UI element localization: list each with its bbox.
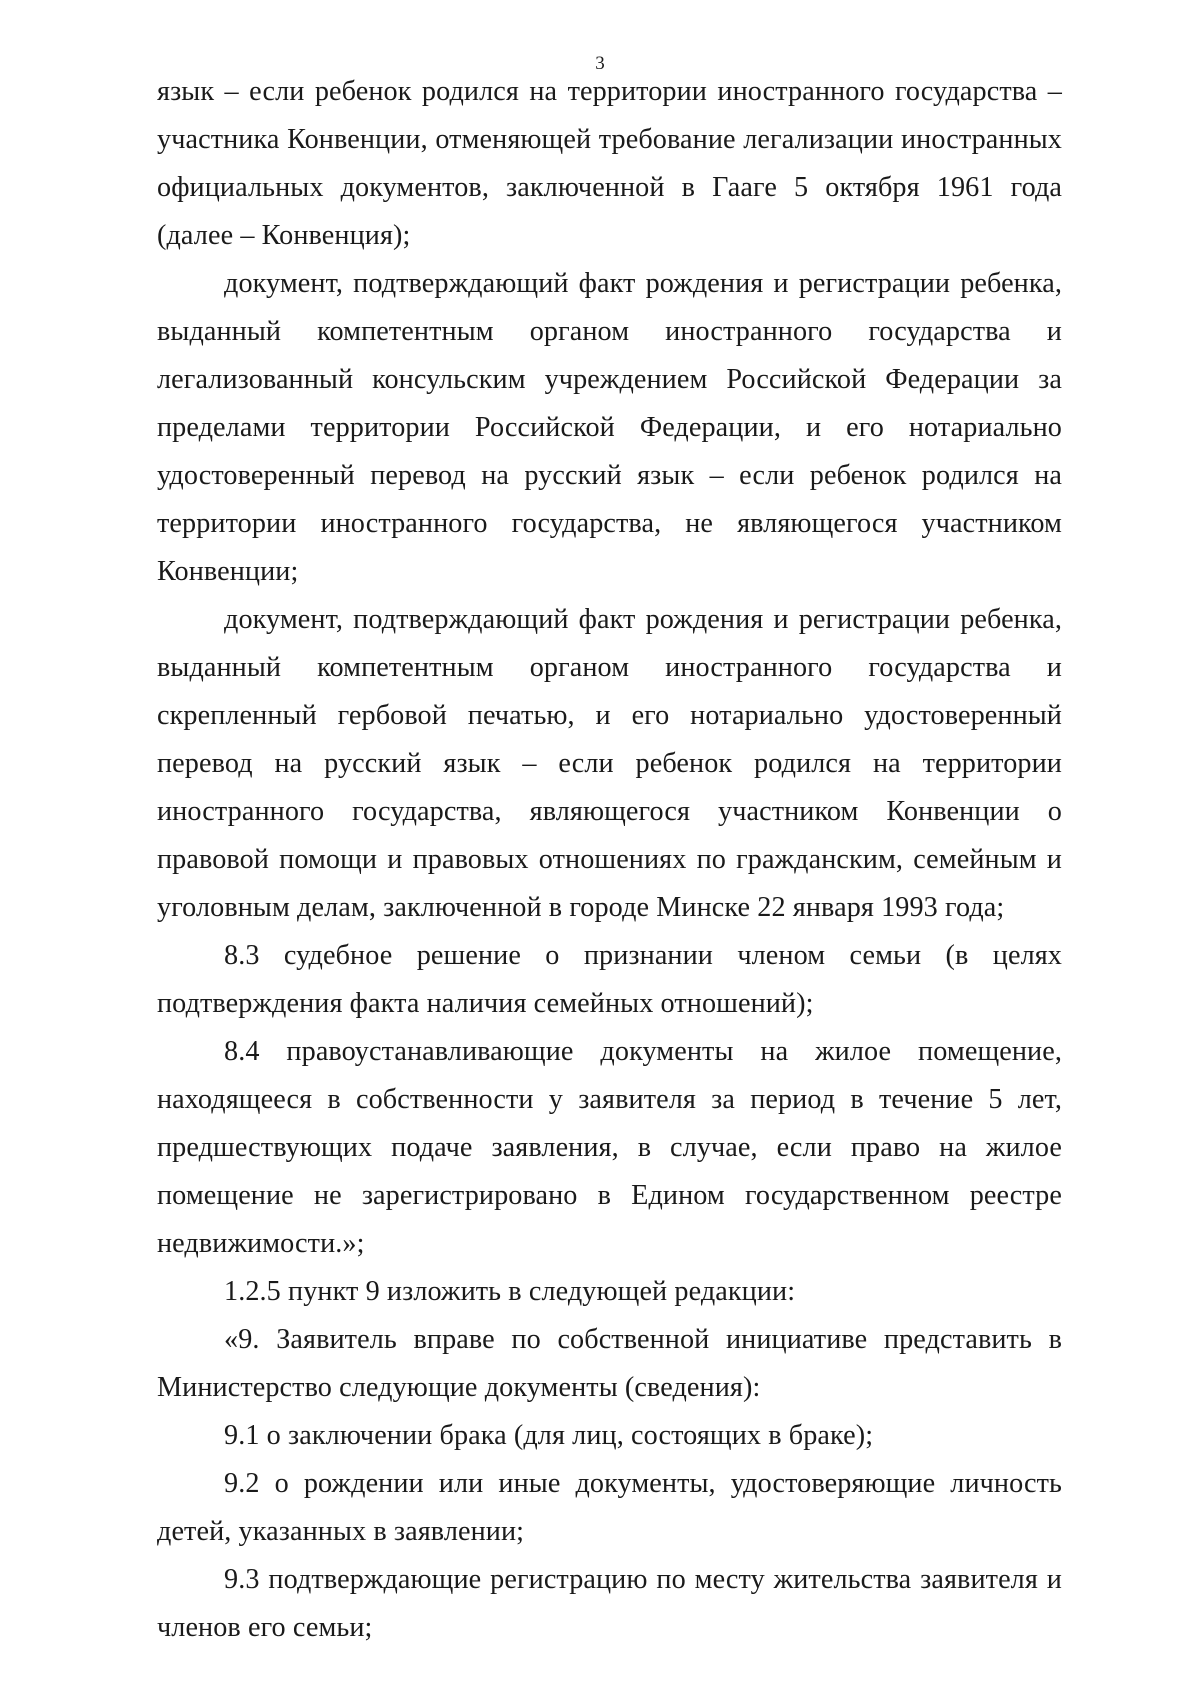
paragraph-item-9: «9. Заявитель вправе по собственной инициативе представить в Министерство следующие документы (сведения): — [157, 1324, 1062, 1403]
paragraph-legalized-birth-document: документ, подтверждающий факт рождения и регистрации ребенка, выданный компетентным органом иностранного государства и легализованный консульским учреждением Российской Федерации за пределами территории Российской Федерации, и его нотариально удостоверенный перевод на русский язык – если ребенок родился на территории иностранного государства, не являющегося участником Конвенции; — [157, 268, 1062, 587]
document-body — [157, 68, 1062, 1652]
paragraph-sealed-birth-document: документ, подтверждающий факт рождения и регистрации ребенка, выданный компетентным органом иностранного государства и скрепленный гербовой печатью, и его нотариально удостоверенный перевод на русский язык – если ребенок родился на территории иностранного государства, являющегося участником Конвенции о правовой помощи и правовых отношениях по гражданским, семейным и уголовным делам, заключенной в городе Минске 22 января 1993 года; — [157, 604, 1062, 923]
paragraph-item-9-1: 9.1 о заключении брака (для лиц, состоящих в браке); — [224, 1420, 874, 1451]
paragraph-item-8-4: 8.4 правоустанавливающие документы на жилое помещение, находящееся в собственности у заявителя за период в течение 5 лет, предшествующих подаче заявления, в случае, если право на жилое помещение не зарегистрировано в Едином государственном реестре недвижимости.»; — [157, 1036, 1062, 1259]
page-number: 3 — [595, 53, 605, 74]
paragraph-item-9-2: 9.2 о рождении или иные документы, удостоверяющие личность детей, указанных в заявлении; — [157, 1468, 1062, 1547]
paragraph-item-1-2-5: 1.2.5 пункт 9 изложить в следующей редакции: — [224, 1276, 796, 1307]
paragraph-continuation: язык – если ребенок родился на территории иностранного государства – участника Конвенции, отменяющей требование легализации иностранных официальных документов, заключенной в Гааге 5 октября 1961 года (далее – Конвенция); — [157, 76, 1062, 251]
paragraph-item-8-3: 8.3 судебное решение о признании членом семьи (в целях подтверждения факта наличия семейных отношений); — [157, 940, 1062, 1019]
paragraph-item-9-3: 9.3 подтверждающие регистрацию по месту жительства заявителя и членов его семьи; — [157, 1564, 1062, 1643]
